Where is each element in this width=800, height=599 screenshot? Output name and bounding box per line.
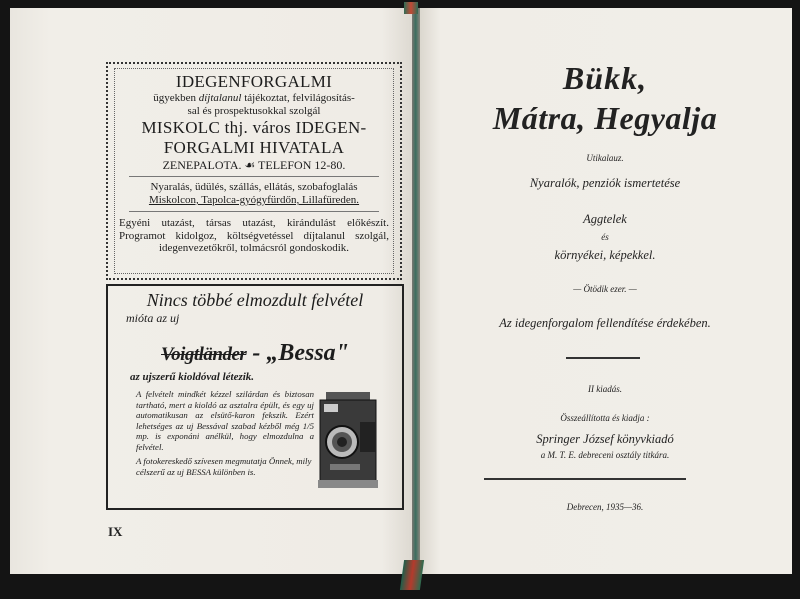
- ad-line: ügyekben díjtalanul tájékoztat, felvilágosítás-: [153, 92, 355, 104]
- camera-brand: Voigtländer - „Bessa": [161, 340, 349, 366]
- camera-ad-headline: Nincs többé elmozdult felvétel: [146, 290, 364, 310]
- ad-office-name: MISKOLC thj. város IDEGEN-: [141, 118, 367, 137]
- ad-address: ZENEPALOTA. ☙ TELEFON 12-80.: [162, 158, 346, 172]
- decorative-rule: [566, 357, 640, 359]
- ad-line: Miskolcon, Tapolca-gyógyfürdőn, Lillafüreden.: [148, 194, 360, 206]
- camera-tagline: az ujszerű kioldóval létezik.: [130, 371, 255, 383]
- ad-heading: IDEGENFORGALMI: [175, 72, 333, 91]
- ad-line: sal és prospektusokkal szolgál: [187, 105, 321, 117]
- title-page: [418, 8, 792, 574]
- divider: [129, 176, 379, 177]
- bookmark-ribbon-top: [404, 2, 418, 14]
- compiled-by: Összeállította és kiadja :: [560, 413, 650, 423]
- ad-line: Nyaralás, üdülés, szállás, ellátás, szobafoglalás: [150, 181, 358, 193]
- title-line: és: [601, 232, 609, 242]
- camera-description: A felvételt mindkét kézzel szilárdan és biztosan tartható, mert a kioldó az asztalra épült, és egy uj automatikusan az elsütő-karon fekszik. Ezért lehetséges az uj Bessával szabad kézből még 1/5 mp. is exponáni anélkül, hogy elmozdulna a felvétel.: [136, 389, 314, 452]
- page-number: IX: [108, 524, 123, 539]
- title-line: környékei, képekkel.: [554, 248, 656, 262]
- title-line: Aggtelek: [583, 212, 627, 226]
- publisher-note: a M. T. E. debreceni osztály titkára.: [540, 450, 670, 460]
- edition: II kiadás.: [588, 384, 622, 394]
- divider: [129, 211, 379, 212]
- camera-ad: [106, 284, 404, 510]
- ad-paragraph: Egyéni utazást, társas utazást, kirándulást előkészít. Programot kidolgoz, költségvetéssel díjtalanul szolgál, idegenvezetőkről, tolmácsról gondoskodik.: [119, 217, 389, 254]
- title-line: Nyaralók, penziók ismertetése: [529, 176, 681, 190]
- tourism-office-ad: [106, 62, 402, 280]
- camera-illustration-icon: [316, 392, 386, 496]
- print-run: — Ötödik ezer. —: [573, 284, 637, 294]
- book-title-line2: Mátra, Hegyalja: [492, 100, 718, 136]
- camera-note: A fotokereskedő szívesen megmutatja Önnek, mily célszerű az uj BESSA különben is.: [136, 456, 312, 477]
- camera-ad-sub: mióta az uj: [126, 311, 180, 325]
- publisher: Springer József könyvkiadó: [536, 432, 674, 446]
- purpose-line: Az idegenforgalom fellendítése érdekében.: [499, 316, 711, 330]
- decorative-rule: [484, 478, 686, 480]
- place-date: Debrecen, 1935—36.: [566, 502, 644, 512]
- book-title-line1: Bükk,: [562, 60, 648, 96]
- book-subtitle: Utikalauz.: [586, 153, 624, 163]
- ad-office-name: FORGALMI HIVATALA: [163, 138, 345, 157]
